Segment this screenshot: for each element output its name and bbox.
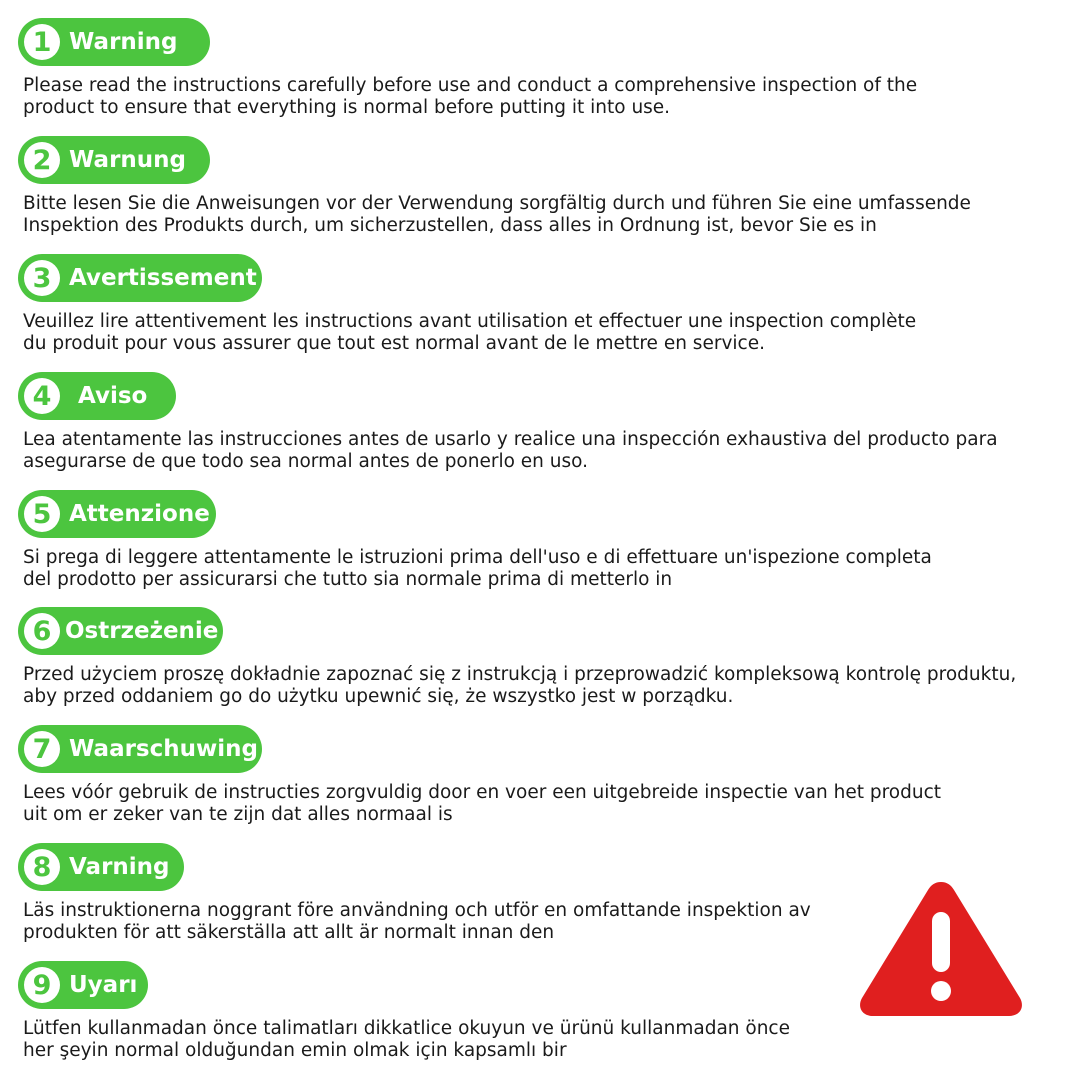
section-number: 9 xyxy=(24,967,60,1003)
section-body xyxy=(23,311,916,355)
body-line: Läs instruktionerna noggrant före användning och utför en omfattande inspektion av xyxy=(23,900,811,921)
section-number: 6 xyxy=(24,613,60,649)
body-line: du produit pour vous assurer que tout est normal avant de le mettre en service. xyxy=(23,333,765,354)
section-number: 2 xyxy=(24,142,60,178)
section-title: Warning xyxy=(69,29,178,55)
exclamation-bar xyxy=(932,912,950,972)
section-title: Warnung xyxy=(69,147,186,173)
section-title: Avertissement xyxy=(69,265,257,291)
body-line: Przed użyciem proszę dokładnie zapoznać się z instrukcją i przeprowadzić kompleksową kontrolę produktu, xyxy=(23,664,1017,685)
heading-pill xyxy=(18,372,176,420)
heading-pill xyxy=(18,961,148,1009)
section-number: 4 xyxy=(24,378,60,414)
heading-pill xyxy=(18,843,184,891)
section-body xyxy=(23,75,917,119)
warning-triangle-icon xyxy=(856,876,1026,1020)
section-title: Waarschuwing xyxy=(69,736,258,762)
body-line: Veuillez lire attentivement les instructions avant utilisation et effectuer une inspection complète xyxy=(23,311,917,332)
body-line: produkten för att säkerställa att allt är normalt innan den xyxy=(23,922,555,943)
section-title: Attenzione xyxy=(69,501,210,527)
section-body xyxy=(23,429,998,473)
heading-pill xyxy=(18,607,223,655)
body-line: her şeyin normal olduğundan emin olmak için kapsamlı bir xyxy=(23,1040,567,1061)
body-line: Lees vóór gebruik de instructies zorgvuldig door en voer een uitgebreide inspectie van het product xyxy=(23,782,942,803)
body-line: del prodotto per assicurarsi che tutto sia normale prima di metterlo in xyxy=(23,569,673,590)
section-title: Uyarı xyxy=(69,972,138,998)
body-line: Please read the instructions carefully before use and conduct a comprehensive inspection of the xyxy=(23,75,918,96)
body-line: Si prega di leggere attentamente le istruzioni prima dell'uso e di effettuare un'ispezione completa xyxy=(23,547,932,568)
body-line: asegurarse de que todo sea normal antes de ponerlo en uso. xyxy=(23,451,589,472)
section-title: Aviso xyxy=(78,383,148,409)
section-body xyxy=(23,782,941,826)
body-line: aby przed oddaniem go do użytku upewnić się, że wszystko jest w porządku. xyxy=(23,686,734,707)
section-body xyxy=(23,193,971,237)
heading-pill xyxy=(18,254,262,302)
body-line: Inspektion des Produkts durch, um sicherzustellen, dass alles in Ordnung ist, bevor Sie es in xyxy=(23,215,877,236)
body-line: Lütfen kullanmadan önce talimatları dikkatlice okuyun ve ürünü kullanmadan önce xyxy=(23,1018,790,1039)
exclamation-dot xyxy=(931,981,951,1001)
section-body xyxy=(23,547,932,591)
heading-pill xyxy=(18,18,210,66)
section-body xyxy=(23,900,811,944)
body-line: Bitte lesen Sie die Anweisungen vor der Verwendung sorgfältig durch und führen Sie eine umfassende xyxy=(23,193,971,214)
section-body xyxy=(23,664,1016,708)
section-number: 3 xyxy=(24,260,60,296)
body-line: product to ensure that everything is normal before putting it into use. xyxy=(23,97,671,118)
section-body xyxy=(23,1018,790,1062)
body-line: Lea atentamente las instrucciones antes de usarlo y realice una inspección exhaustiva del producto para xyxy=(23,429,998,450)
section-number: 8 xyxy=(24,849,60,885)
body-line: uit om er zeker van te zijn dat alles normaal is xyxy=(23,804,453,825)
heading-pill xyxy=(18,136,210,184)
section-number: 5 xyxy=(24,496,60,532)
section-number: 7 xyxy=(24,731,60,767)
heading-pill xyxy=(18,725,262,773)
section-title: Varning xyxy=(69,854,170,880)
heading-pill xyxy=(18,490,216,538)
section-number: 1 xyxy=(24,24,60,60)
section-title: Ostrzeżenie xyxy=(65,618,219,644)
